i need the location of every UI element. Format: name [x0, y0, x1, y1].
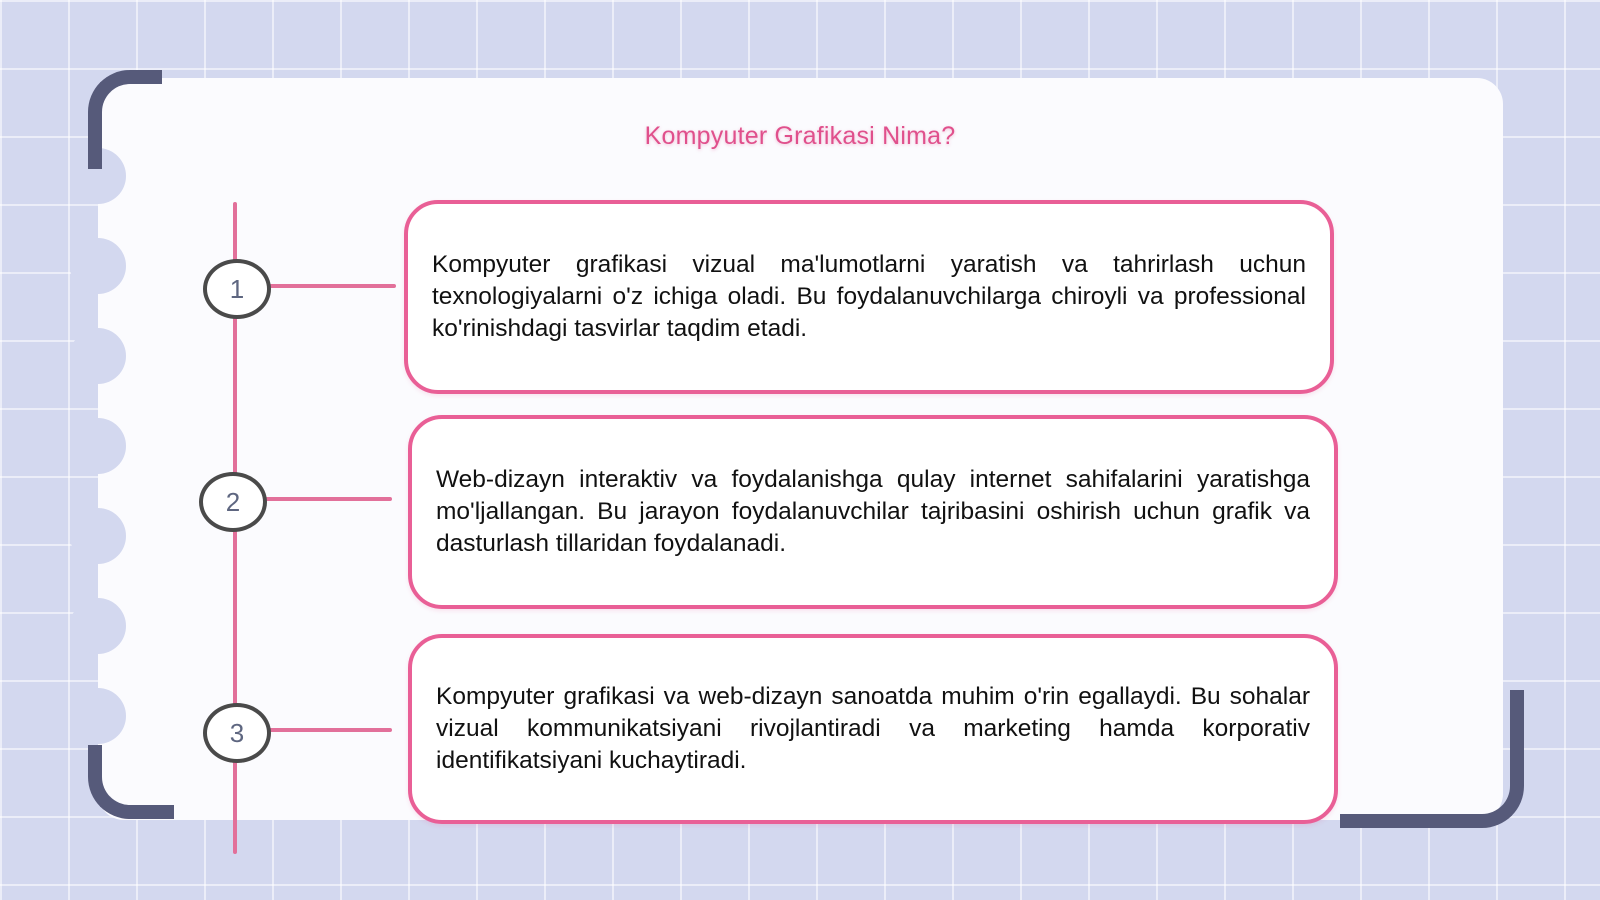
- timeline-connector: [262, 497, 392, 501]
- card-edge-scallop: [70, 238, 126, 294]
- corner-bracket-bottom-right: [1340, 690, 1524, 828]
- timeline-item-card: [408, 634, 1338, 824]
- corner-bracket-bottom-left: [88, 745, 174, 819]
- timeline-connector: [266, 728, 392, 732]
- slide-title: Kompyuter Grafikasi Nima?: [644, 122, 956, 150]
- timeline-connector: [266, 284, 396, 288]
- step-number-badge: 2: [199, 472, 267, 532]
- card-edge-scallop: [70, 598, 126, 654]
- timeline-item-text: Kompyuter grafikasi vizual ma'lumotlarni yaratish va tahrirlash uchun texnologiyalarni o'z ichiga oladi. Bu foydalanuvchilarga chiroyli va professional ko'rinishdagi tasvirlar taqdim etadi.: [432, 251, 1306, 342]
- timeline-item-card: [408, 415, 1338, 609]
- step-number-badge: 3: [203, 703, 271, 763]
- corner-bracket-top-left: [88, 70, 162, 169]
- timeline-item-card: [404, 200, 1334, 394]
- card-edge-scallop: [70, 418, 126, 474]
- step-number-badge: 1: [203, 259, 271, 319]
- card-edge-scallop: [70, 328, 126, 384]
- card-edge-scallop: [70, 508, 126, 564]
- timeline-item-text: Kompyuter grafikasi va web-dizayn sanoatda muhim o'rin egallaydi. Bu sohalar vizual kommunikatsiyani rivojlantiradi va marketing hamda korporativ identifikatsiyani kuchaytiradi.: [436, 683, 1310, 774]
- card-edge-scallop: [70, 688, 126, 744]
- timeline-item-text: Web-dizayn interaktiv va foydalanishga qulay internet sahifalarini yaratishga mo'ljallangan. Bu jarayon foydalanuvchilar tajribasini oshirish uchun grafik va dasturlash tillaridan foydalanadi.: [436, 466, 1310, 557]
